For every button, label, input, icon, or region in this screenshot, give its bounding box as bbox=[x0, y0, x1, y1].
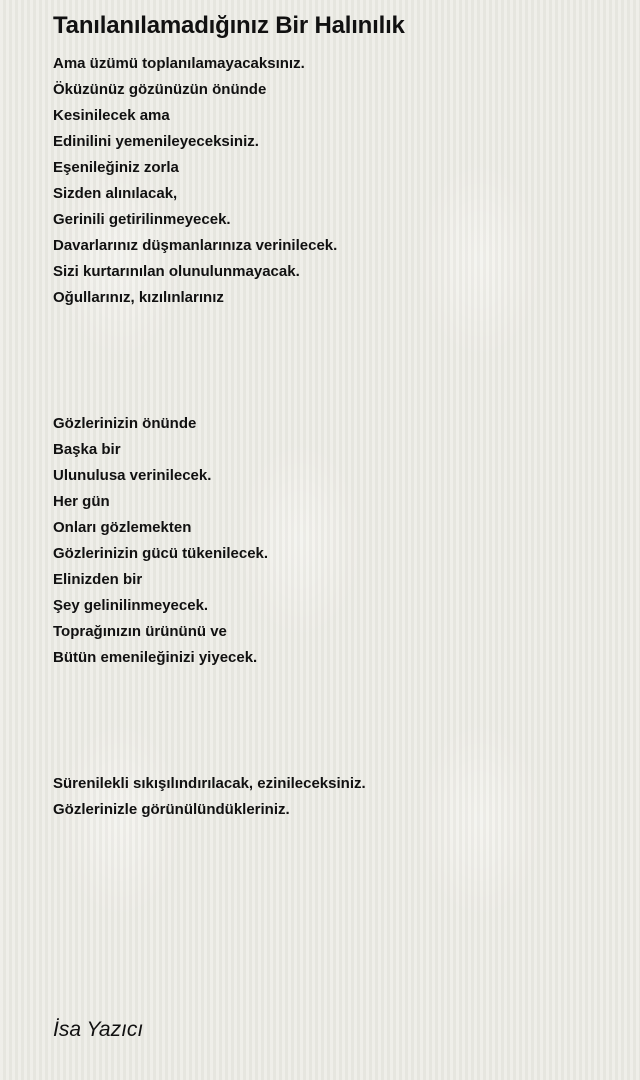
poem-line: Oğullarınız, kızılınlarınız bbox=[53, 289, 224, 306]
poem-line: Sizi kurtarınılan olunulunmayacak. bbox=[53, 263, 300, 280]
poem-line: Kesinilecek ama bbox=[53, 107, 170, 124]
poem-line: Başka bir bbox=[53, 441, 121, 458]
poem-author: İsa Yazıcı bbox=[53, 1018, 144, 1041]
poem-line: Öküzünüz gözünüzün önünde bbox=[53, 81, 267, 98]
poem-line: Gerinili getirilinmeyecek. bbox=[53, 211, 231, 228]
poem-line: Gözlerinizin gücü tükenilecek. bbox=[53, 545, 269, 562]
poem-line: Ama üzümü toplanılamayacaksınız. bbox=[53, 55, 305, 72]
poem-title: Tanılanılamadığınız Bir Halınılık bbox=[53, 12, 405, 39]
poem-line: Ulunulusa verinilecek. bbox=[53, 467, 212, 484]
stanza-2 bbox=[53, 411, 268, 671]
poem-line: Toprağınızın ürününü ve bbox=[53, 623, 227, 640]
poem-line: Şey gelinilinmeyecek. bbox=[53, 597, 209, 614]
poem-line: Her gün bbox=[53, 493, 110, 510]
poem-line: Sürenilekli sıkışılındırılacak, ezinileceksiniz. bbox=[53, 775, 366, 792]
poem-line: Onları gözlemekten bbox=[53, 519, 192, 536]
poem-line: Bütün emenileğinizi yiyecek. bbox=[53, 649, 258, 666]
poem-line: Edinilini yemenileyeceksiniz. bbox=[53, 133, 259, 150]
poem-line: Elinizden bir bbox=[53, 571, 143, 588]
poem-line: Davarlarınız düşmanlarınıza verinilecek. bbox=[53, 237, 338, 254]
poem-line: Sizden alınılacak, bbox=[53, 185, 178, 202]
stanza-1 bbox=[53, 51, 337, 311]
stanza-3 bbox=[53, 771, 366, 823]
poem-line: Eşenileğiniz zorla bbox=[53, 159, 179, 176]
poem-line: Gözlerinizin önünde bbox=[53, 415, 197, 432]
poem-line: Gözlerinizle görünülündükleriniz. bbox=[53, 801, 290, 818]
